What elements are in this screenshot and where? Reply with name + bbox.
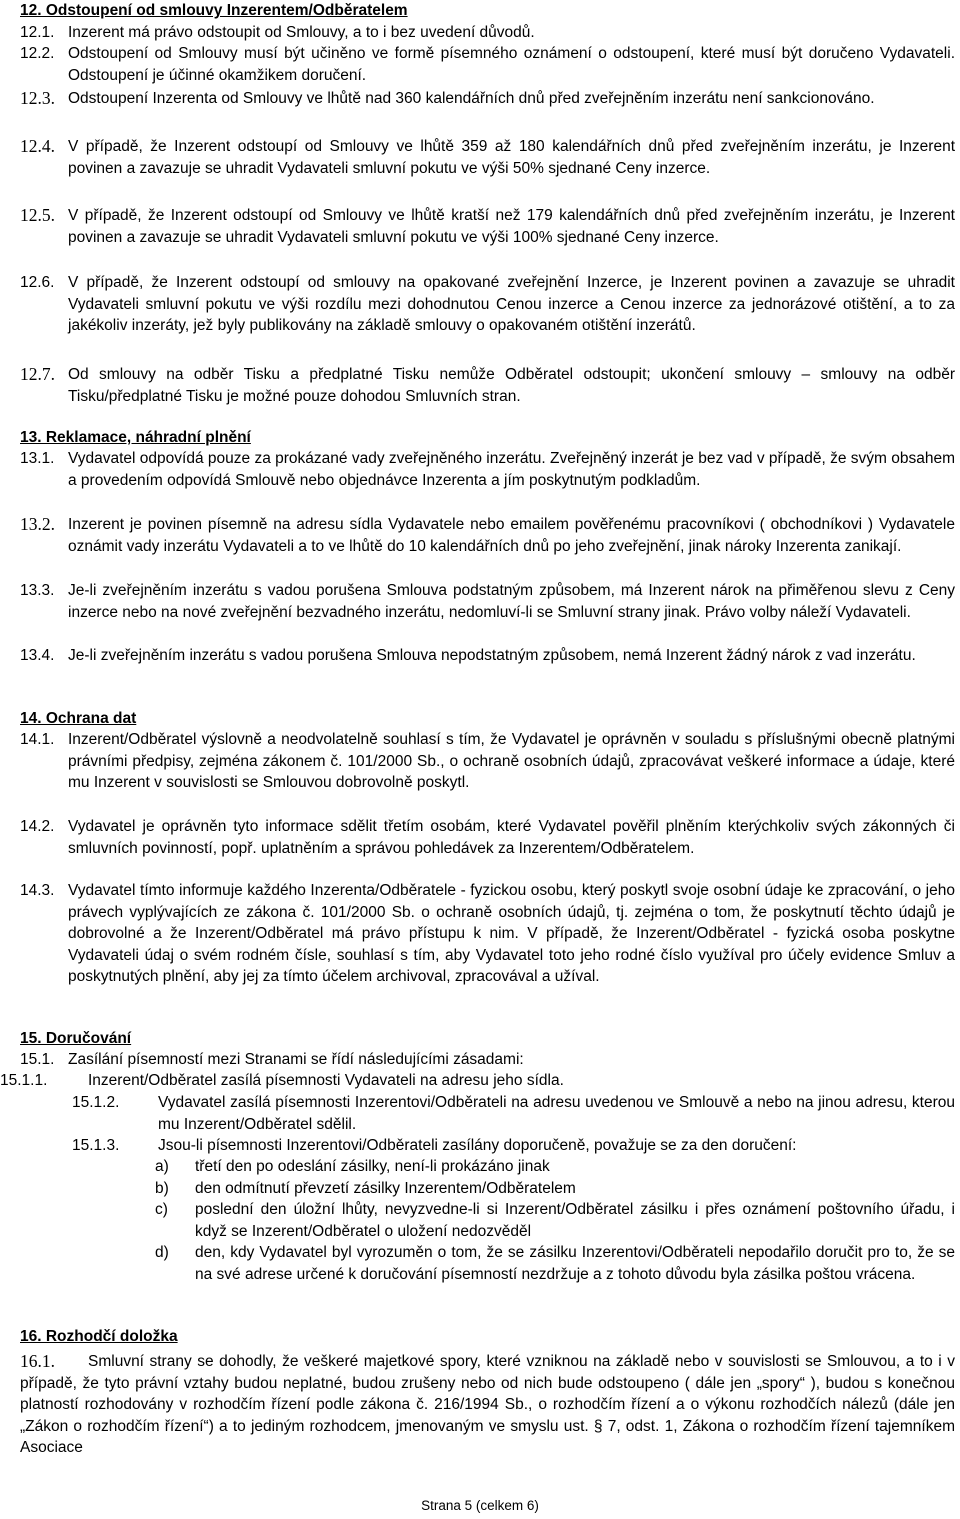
section-13-heading: 13. Reklamace, náhradní plnění xyxy=(20,429,251,446)
clause-14-2: 14.2. Vydavatel je oprávněn tyto informace sdělit třetím osobám, které Vydavatel pověřil plněním kterýchkoliv svých zákonných či smluvních povinností, popř. uplatněním a správou pohledávek za Inzerentem/Odběratelem. xyxy=(20,818,955,857)
letter-item-b: b) den odmítnutí převzetí zásilky Inzerentem/Odběratelem xyxy=(155,1180,576,1197)
clause-12-3: 12.3. Odstoupení Inzerenta od Smlouvy ve lhůtě nad 360 kalendářních dnů před zveřejněním inzerátu není sankcionováno. xyxy=(20,88,875,108)
letter-item-a: a) třetí den po odeslání zásilky, není-li prokázáno jinak xyxy=(155,1158,550,1175)
clause-15-1-1: 15.1.1. Inzerent/Odběratel zasílá písemnosti Vydavateli na adresu jeho sídla. xyxy=(0,1072,564,1089)
clause-15-1-3: 15.1.3. Jsou-li písemnosti Inzerentovi/Odběrateli zasílány doporučeně, považuje se za den doručení: xyxy=(72,1137,797,1154)
clause-12-4: 12.4. V případě, že Inzerent odstoupí od Smlouvy ve lhůtě 359 až 180 kalendářních dnů před zveřejněním inzerátu, je Inzerent povinen a zavazuje se uhradit Vydavateli smluvní pokutu ve výši 50% sjednané Ceny inzerce. xyxy=(20,136,955,177)
clause-13-3: 13.3. Je-li zveřejněním inzerátu s vadou porušena Smlouva podstatným způsobem, má Inzerent nárok na přiměřenou slevu z Ceny inzerce nebo na nové zveřejnění bezvadného inzerátu, nedomluví-li se Smluvní strany jinak. Právo volby náleží Vydavateli. xyxy=(20,582,955,621)
clause-12-7: 12.7. Od smlouvy na odběr Tisku a předplatné Tisku nemůže Odběratel odstoupit; ukončení smlouvy – smlouvy na odběr Tisku/předplatné Tisku je možné pouze dohodou Smluvních stran. xyxy=(20,364,955,405)
section-15-heading: 15. Doručování xyxy=(20,1030,132,1047)
clause-13-4: 13.4. Je-li zveřejněním inzerátu s vadou porušena Smlouva nepodstatným způsobem, nemá Inzerent žádný nárok z vad inzerátu. xyxy=(20,647,916,664)
page-footer: Strana 5 (celkem 6) xyxy=(421,1498,539,1513)
letter-item-d: d) den, kdy Vydavatel byl vyrozuměn o tom, že se zásilku Inzerentovi/Odběrateli nepodařilo doručit pro to, že se na své adrese určené k doručování písemností nezdržuje a z tohoto důvodu byla zásilka poštou vrácena. xyxy=(155,1244,955,1283)
clause-12-6: 12.6. V případě, že Inzerent odstoupí od smlouvy na opakované zveřejnění Inzerce, je Inzerent povinen a zavazuje se uhradit Vydavateli smluvní pokutu ve výši rozdílu mezi dohodnutou Cenou inzerce a Cenou inzerce za jednorázové otištění, a to za jakékoliv inzeráty, jež byly publikovány na základě smlouvy o opakovaném otištění inzerátů. xyxy=(20,274,955,335)
clause-13-2: 13.2. Inzerent je povinen písemně na adresu sídla Vydavatele nebo emailem pověřenému pracovníkovi ( obchodníkovi ) Vydavatele oznámit vady inzerátu Vydavateli a to ve lhůtě do 10 kalendářních dnů po jeho zveřejnění, jinak nároky Inzerenta zanikají. xyxy=(20,514,955,555)
section-12-heading: 12. Odstoupení od smlouvy Inzerentem/Odběratelem xyxy=(20,2,408,19)
clause-13-1: 13.1. Vydavatel odpovídá pouze za prokázané vady zveřejněného inzerátu. Zveřejněný inzerát je bez vad v případě, že svým obsahem a provedením odpovídá Smlouvě nebo objednávce Inzerenta a jím poskytnutým podkladům. xyxy=(20,450,955,489)
clause-12-5: 12.5. V případě, že Inzerent odstoupí od Smlouvy ve lhůtě kratší než 179 kalendářních dnů před zveřejněním inzerátu, je Inzerent povinen a zavazuje se uhradit Vydavateli smluvní pokutu ve výši 100% sjednané Ceny inzerce. xyxy=(20,205,955,246)
clause-15-1: 15.1. Zasílání písemností mezi Stranami se řídí následujícími zásadami: xyxy=(20,1051,524,1068)
clause-15-1-2: 15.1.2. Vydavatel zasílá písemnosti Inzerentovi/Odběrateli na adresu uvedenou ve Smlouvě a nebo na jinou adresu, kterou mu Inzerent/Odběratel sdělil. xyxy=(72,1094,955,1133)
clause-12-1: 12.1. Inzerent má právo odstoupit od Smlouvy, a to i bez uvedení důvodů. xyxy=(20,24,535,41)
clause-14-1: 14.1. Inzerent/Odběratel výslovně a neodvolatelně souhlasí s tím, že Vydavatel je oprávněn v souladu s příslušnými obecně platnými právními předpisy, zejména zákonem č. 101/2000 Sb., o ochraně osobních údajů, zpracovávat veškeré informace a údaje, které mu Inzerent v souvislosti se Smlouvou dobrovolně poskytl. xyxy=(20,731,955,792)
clause-12-2: 12.2. Odstoupení od Smlouvy musí být učiněno ve formě písemného oznámení o odstoupení, které musí být doručeno Vydavateli. Odstoupení je účinné okamžikem doručení. xyxy=(20,45,955,84)
section-16-heading: 16. Rozhodčí doložka xyxy=(20,1328,178,1345)
section-14-heading: 14. Ochrana dat xyxy=(20,710,137,727)
clause-14-3: 14.3. Vydavatel tímto informuje každého Inzerenta/Odběratele - fyzickou osobu, který poskytl svoje osobní údaje ke zpracování, o jeho právech vyplývajících ze zákona č. 101/2000 Sb. o ochraně osobních údajů, tj. zejména o tom, že poskytnutí těchto údajů je dobrovolné a že Inzerent/Odběratel má právo přístupu k nim. V případě, že Inzerent/Odběratel - fyzická osoba poskytne Vydavateli údaj o svém rodném čísle, souhlasí s tím, aby Vydavatel toto jeho rodné číslo využíval pro účely evidence Smluv a poskytnutých plnění, aby jej za tímto účelem archivoval, zpracovával a užíval. xyxy=(20,882,955,986)
clause-16-1: 16.1. Smluvní strany se dohodly, že veškeré majetkové spory, které vzniknou na základě nebo v souvislosti se Smlouvou, a to i v případě, že tyto právní vztahy budou neplatné, budou zrušeny nebo od nich bude odstoupeno ( dále jen „spory“ ), budou s konečnou platností rozhodovány v rozhodčím řízení podle zákona č. 216/1994 Sb., o rozhodčím řízení a o výkonu rozhodčích nálezů (dále jen „Zákon o rozhodčím řízení“) a to jediným rozhodcem, jmenovaným ve smyslu ust. § 7, odst. 1, Zákona o rozhodčím řízení tajemníkem Asociace xyxy=(20,1351,955,1457)
letter-item-c: c) poslední den úložní lhůty, nevyzvedne-li si Inzerent/Odběratel zásilku i přes oznámení poštovního úřadu, i když se Inzerent/Odběratel o uložení nedozvěděl xyxy=(155,1201,955,1240)
